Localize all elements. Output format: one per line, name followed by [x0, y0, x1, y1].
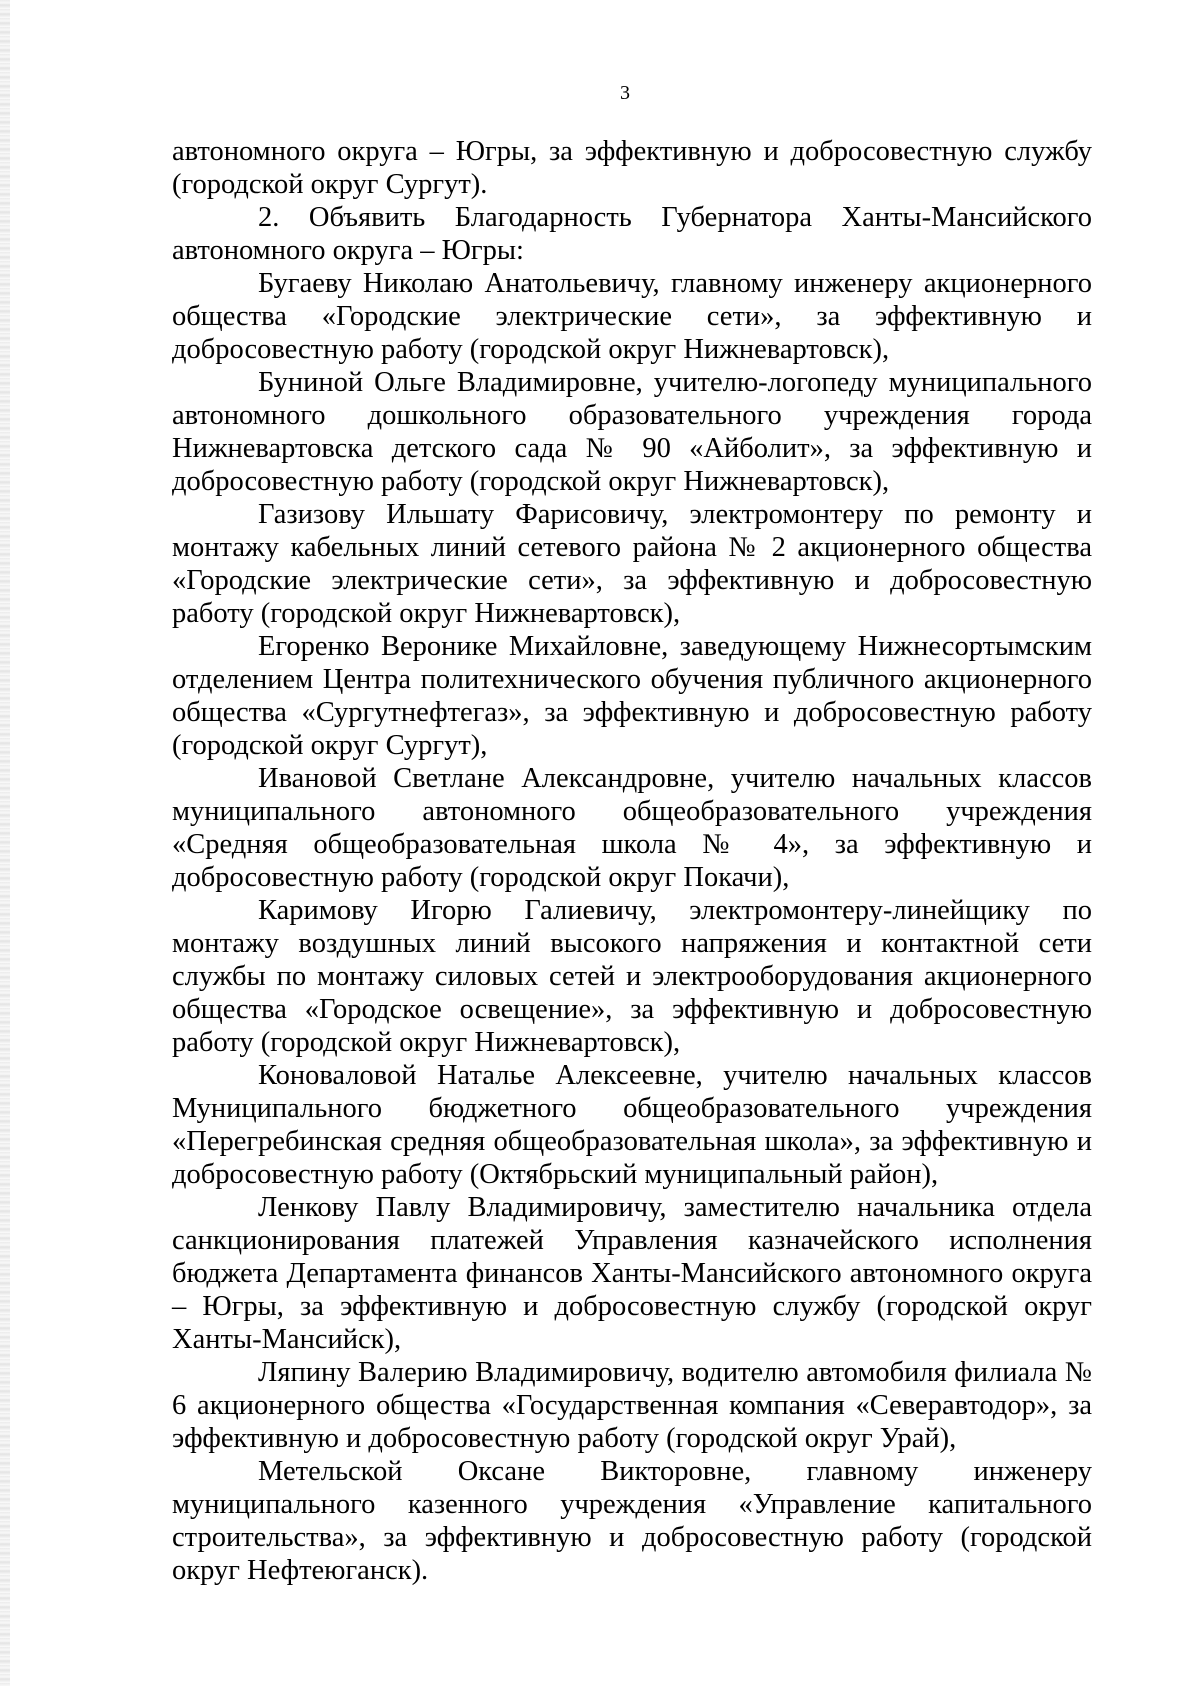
paragraph-karimov: Каримову Игорю Галиевичу, электромонтеру-линейщику по монтажу воздушных линий высокого напряжения и контактной сети службы по монтажу силовых сетей и электрооборудования акционерного общества «Городское освещение», за эффективную и добросовестную работу (городской округ Нижневартовск), — [172, 895, 1092, 1058]
paragraph-egorenko: Егоренко Веронике Михайловне, заведующему Нижнесортымским отделением Центра политехнического обучения публичного акционерного общества «Сургутнефтегаз», за эффективную и добросовестную работу (городской округ Сургут), — [172, 631, 1092, 761]
paragraph-bugaev: Бугаеву Николаю Анатольевичу, главному инженеру акционерного общества «Городские электрические сети», за эффективную и добросовестную работу (городской округ Нижневартовск), — [172, 268, 1092, 365]
paragraph-lyapin: Ляпину Валерию Владимировичу, водителю автомобиля филиала № 6 акционерного общества «Государственная компания «Северавтодор», за эффективную и добросовестную работу (городской округ Урай), — [172, 1357, 1092, 1454]
paragraph-item-2: 2. Объявить Благодарность Губернатора Ханты-Мансийского автономного округа – Югры: — [172, 202, 1092, 266]
paragraph-gazizov: Газизову Ильшату Фарисовичу, электромонтеру по ремонту и монтажу кабельных линий сетевого района № 2 акционерного общества «Городские электрические сети», за эффективную и добросовестную работу (городской округ Нижневартовск), — [172, 499, 1092, 629]
paragraph-metelskaya: Метельской Оксане Викторовне, главному инженеру муниципального казенного учреждения «Управление капитального строительства», за эффективную и добросовестную работу (городской округ Нефтеюганск). — [172, 1456, 1092, 1586]
page-number: 3 — [620, 82, 630, 104]
scan-edge — [0, 0, 10, 1686]
paragraph-bunina: Буниной Ольге Владимировне, учителю-логопеду муниципального автономного дошкольного образовательного учреждения города Нижневартовска детского сада № 90 «Айболит», за эффективную и добросовестную работу (городской округ Нижневартовск), — [172, 367, 1092, 497]
document-body — [172, 135, 1092, 1587]
paragraph-ivanova: Ивановой Светлане Александровне, учителю начальных классов муниципального автономного общеобразовательного учреждения «Средняя общеобразовательная школа № 4», за эффективную и добросовестную работу (городской округ Покачи), — [172, 763, 1092, 893]
paragraph-konovalova: Коноваловой Наталье Алексеевне, учителю начальных классов Муниципального бюджетного общеобразовательного учреждения «Перегребинская средняя общеобразовательная школа», за эффективную и добросовестную работу (Октябрьский муниципальный район), — [172, 1060, 1092, 1190]
paragraph-continuation: автономного округа – Югры, за эффективную и добросовестную службу (городской округ Сургут). — [172, 136, 1092, 200]
paragraph-lenkov: Ленкову Павлу Владимировичу, заместителю начальника отдела санкционирования платежей Управления казначейского исполнения бюджета Департамента финансов Ханты-Мансийского автономного округа – Югры, за эффективную и добросовестную службу (городской округ Ханты-Мансийск), — [172, 1192, 1092, 1355]
